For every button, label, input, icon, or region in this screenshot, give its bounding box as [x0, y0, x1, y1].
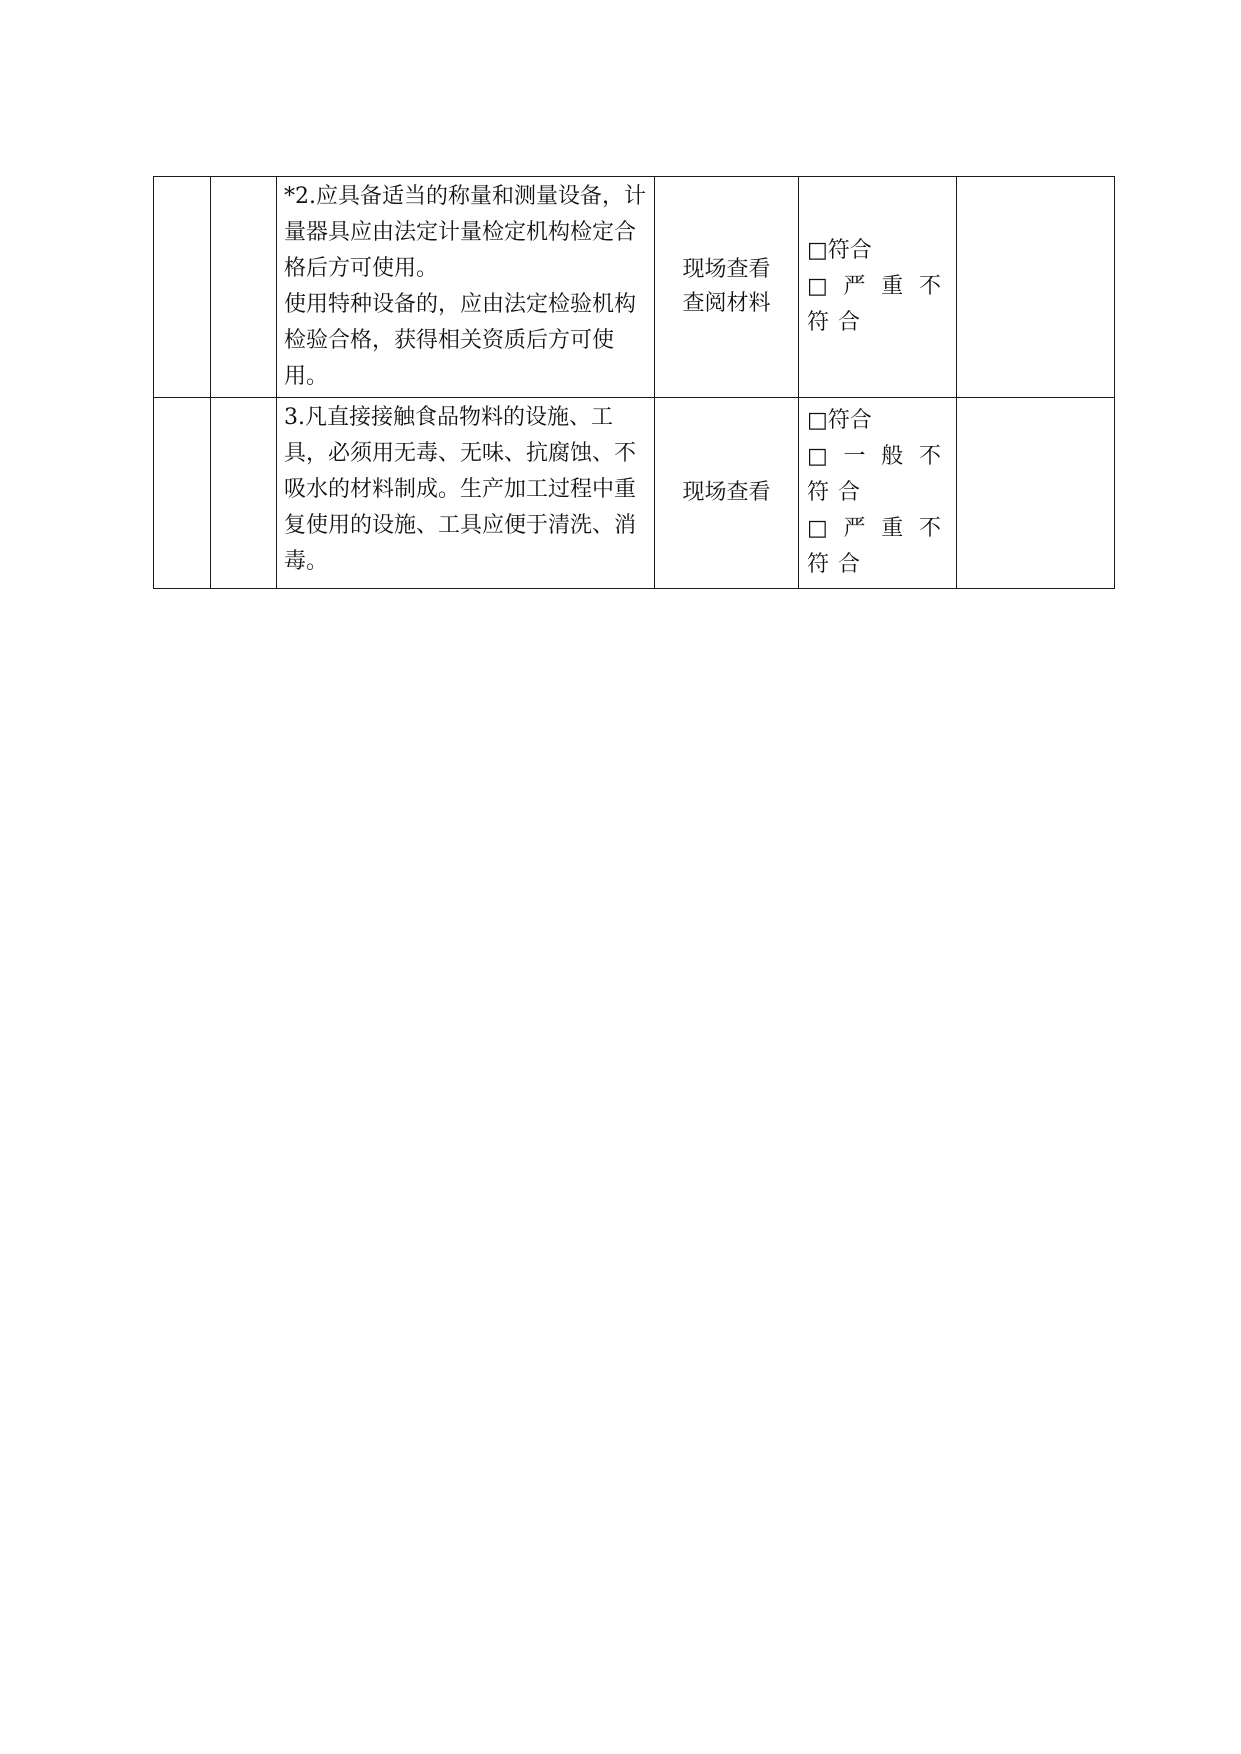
method-text: 现场查看: [682, 480, 771, 505]
requirement-text: 3.凡直接接触食品物料的设施、工具，必须用无毒、无味、抗腐蚀、不吸水的材料制成。生产加工过程中重复使用的设施、工具应便于清洗、消毒。: [284, 405, 637, 574]
remarks-cell[interactable]: [957, 177, 1115, 398]
inspection-method-cell: [655, 398, 799, 589]
option-serious-noncompliant-checkbox[interactable]: □严重不符合: [807, 274, 950, 335]
result-options-cell: [799, 177, 957, 398]
option-general-noncompliant-checkbox[interactable]: □一般不符合: [807, 444, 950, 505]
subcategory-cell: [211, 177, 277, 398]
category-cell: [154, 398, 211, 589]
inspection-method-cell: [655, 177, 799, 398]
requirement-cell: [277, 177, 655, 398]
remarks-cell[interactable]: [957, 398, 1115, 589]
inspection-checklist-table: [153, 176, 1115, 589]
table-row: [154, 398, 1115, 589]
option-compliant-checkbox[interactable]: □符合: [807, 408, 872, 433]
option-serious-noncompliant-checkbox[interactable]: □严重不符合: [807, 516, 950, 577]
requirement-text: *2.应具备适当的称量和测量设备，计量器具应由法定计量检定机构检定合格后方可使用。: [284, 184, 646, 281]
table-row: [154, 177, 1115, 398]
subcategory-cell: [211, 398, 277, 589]
option-compliant-checkbox[interactable]: □符合: [807, 238, 872, 263]
result-options-cell: [799, 398, 957, 589]
requirement-text: 使用特种设备的，应由法定检验机构检验合格，获得相关资质后方可使用。: [284, 292, 637, 389]
method-text: 查阅材料: [682, 291, 771, 316]
method-text: 现场查看: [682, 257, 771, 282]
category-cell: [154, 177, 211, 398]
requirement-cell: [277, 398, 655, 589]
